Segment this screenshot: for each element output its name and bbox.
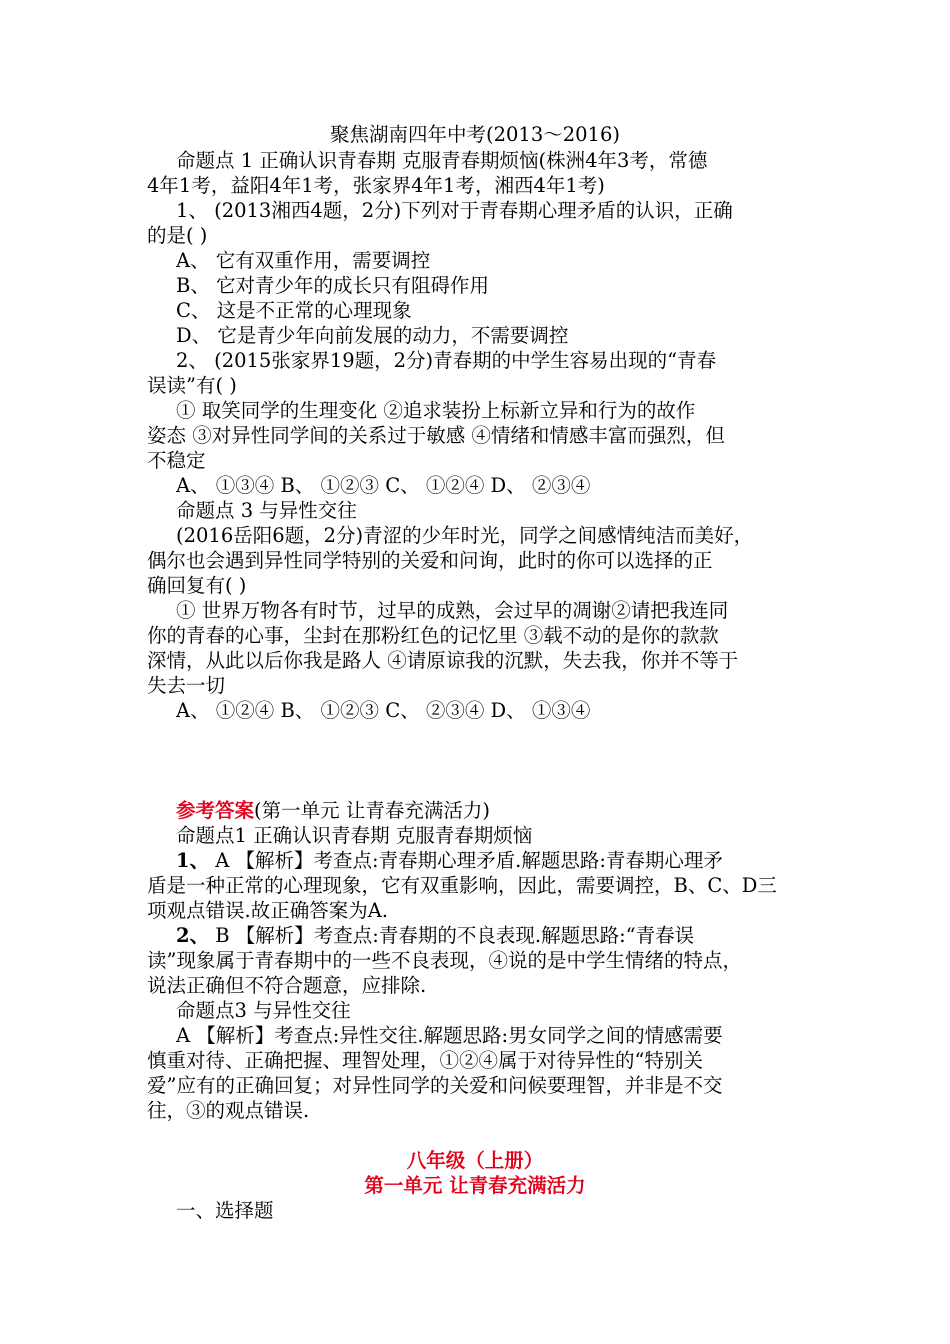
answer1-cont: 盾是一种正常的心理现象，它有双重影响，因此，需要调控，B、C、D三 <box>147 874 777 897</box>
answer1-number: 1、 <box>176 849 210 872</box>
answer2-number: 2、 <box>176 924 210 947</box>
answers-topic3: 命题点3 与异性交往 <box>176 999 351 1022</box>
answer3-cont3: 往，③的观点错误. <box>147 1099 310 1122</box>
section-heading: 一、选择题 <box>176 1199 274 1222</box>
answer2 <box>176 923 856 948</box>
answer1 <box>176 848 856 873</box>
answer1-text: A 【解析】考查点:青春期心理矛盾.解题思路:青春期心理矛 <box>209 849 723 872</box>
topic3-heading: 命题点 3 与异性交往 <box>176 499 357 522</box>
q2-items-cont: 姿态 ③对异性同学间的关系过于敏感 ④情绪和情感丰富而强烈，但 <box>147 424 725 447</box>
q2-options: A、 ①③④ B、 ①②③ C、 ①②④ D、 ②③④ <box>176 474 591 497</box>
q1-option-c: C、 这是不正常的心理现象 <box>176 299 412 322</box>
document-title: 聚焦湖南四年中考(2013～2016) <box>330 123 620 146</box>
answer3: A 【解析】考查点:异性交往.解题思路:男女同学之间的情感需要 <box>176 1024 723 1047</box>
q1-option-d: D、 它是青少年向前发展的动力，不需要调控 <box>176 324 569 347</box>
answer1-cont2: 项观点错误.故正确答案为A. <box>147 899 388 922</box>
unit-heading: 第一单元 让青春充满活力 <box>364 1174 586 1197</box>
answer2-cont2: 说法正确但不符合题意，应排除. <box>147 974 427 997</box>
q1-stem-cont: 的是( ) <box>147 224 208 247</box>
q2-stem-cont: 误读”有( ) <box>147 374 237 397</box>
q1-option-a: A、 它有双重作用，需要调控 <box>176 249 431 272</box>
q3-items-cont2: 深情，从此以后你我是路人 ④请原谅我的沉默，失去我，你并不等于 <box>147 649 739 672</box>
answers-label: 参考答案 <box>176 799 255 822</box>
q3-stem: (2016岳阳6题，2分)青涩的少年时光，同学之间感情纯洁而美好， <box>176 524 754 547</box>
answer2-cont: 读”现象属于青春期中的一些不良表现，④说的是中学生情绪的特点， <box>147 949 742 972</box>
q2-items: ① 取笑同学的生理变化 ②追求装扮上标新立异和行为的故作 <box>176 399 696 422</box>
topic1-heading: 命题点 1 正确认识青春期 克服青春期烦恼(株洲4年3考，常德 <box>176 149 708 172</box>
q3-items-cont: 你的青春的心事，尘封在那粉红色的记忆里 ③载不动的是你的款款 <box>147 624 719 647</box>
grade-heading: 八年级（上册） <box>406 1149 544 1172</box>
answers-unit: (第一单元 让青春充满活力) <box>254 799 490 822</box>
q3-stem-cont: 偶尔也会遇到异性同学特别的关爱和问询，此时的你可以选择的正 <box>147 549 713 572</box>
q3-stem-cont2: 确回复有( ) <box>147 574 247 597</box>
answer3-cont: 慎重对待、正确把握、理智处理，①②④属于对待异性的“特别关 <box>147 1049 703 1072</box>
topic1-heading-cont: 4年1考，益阳4年1考，张家界4年1考，湘西4年1考) <box>147 174 605 197</box>
q3-items: ① 世界万物各有时节，过早的成熟，会过早的凋谢②请把我连同 <box>176 599 729 622</box>
answer2-text: B 【解析】考查点:青春期的不良表现.解题思路:“青春误 <box>209 924 695 947</box>
q1-stem: 1、 (2013湘西4题，2分)下列对于青春期心理矛盾的认识，正确 <box>176 199 733 222</box>
q3-options: A、 ①②④ B、 ①②③ C、 ②③④ D、 ①③④ <box>176 699 591 722</box>
q3-items-cont3: 失去一切 <box>147 674 226 697</box>
q2-items-cont2: 不稳定 <box>147 449 206 472</box>
answers-heading <box>176 798 856 823</box>
q2-stem: 2、 (2015张家界19题，2分)青春期的中学生容易出现的“青春 <box>176 349 717 372</box>
answer3-cont2: 爱”应有的正确回复；对异性同学的关爱和问候要理智，并非是不交 <box>147 1074 723 1097</box>
answers-topic1: 命题点1 正确认识青春期 克服青春期烦恼 <box>176 824 533 847</box>
q1-option-b: B、 它对青少年的成长只有阻碍作用 <box>176 274 490 297</box>
